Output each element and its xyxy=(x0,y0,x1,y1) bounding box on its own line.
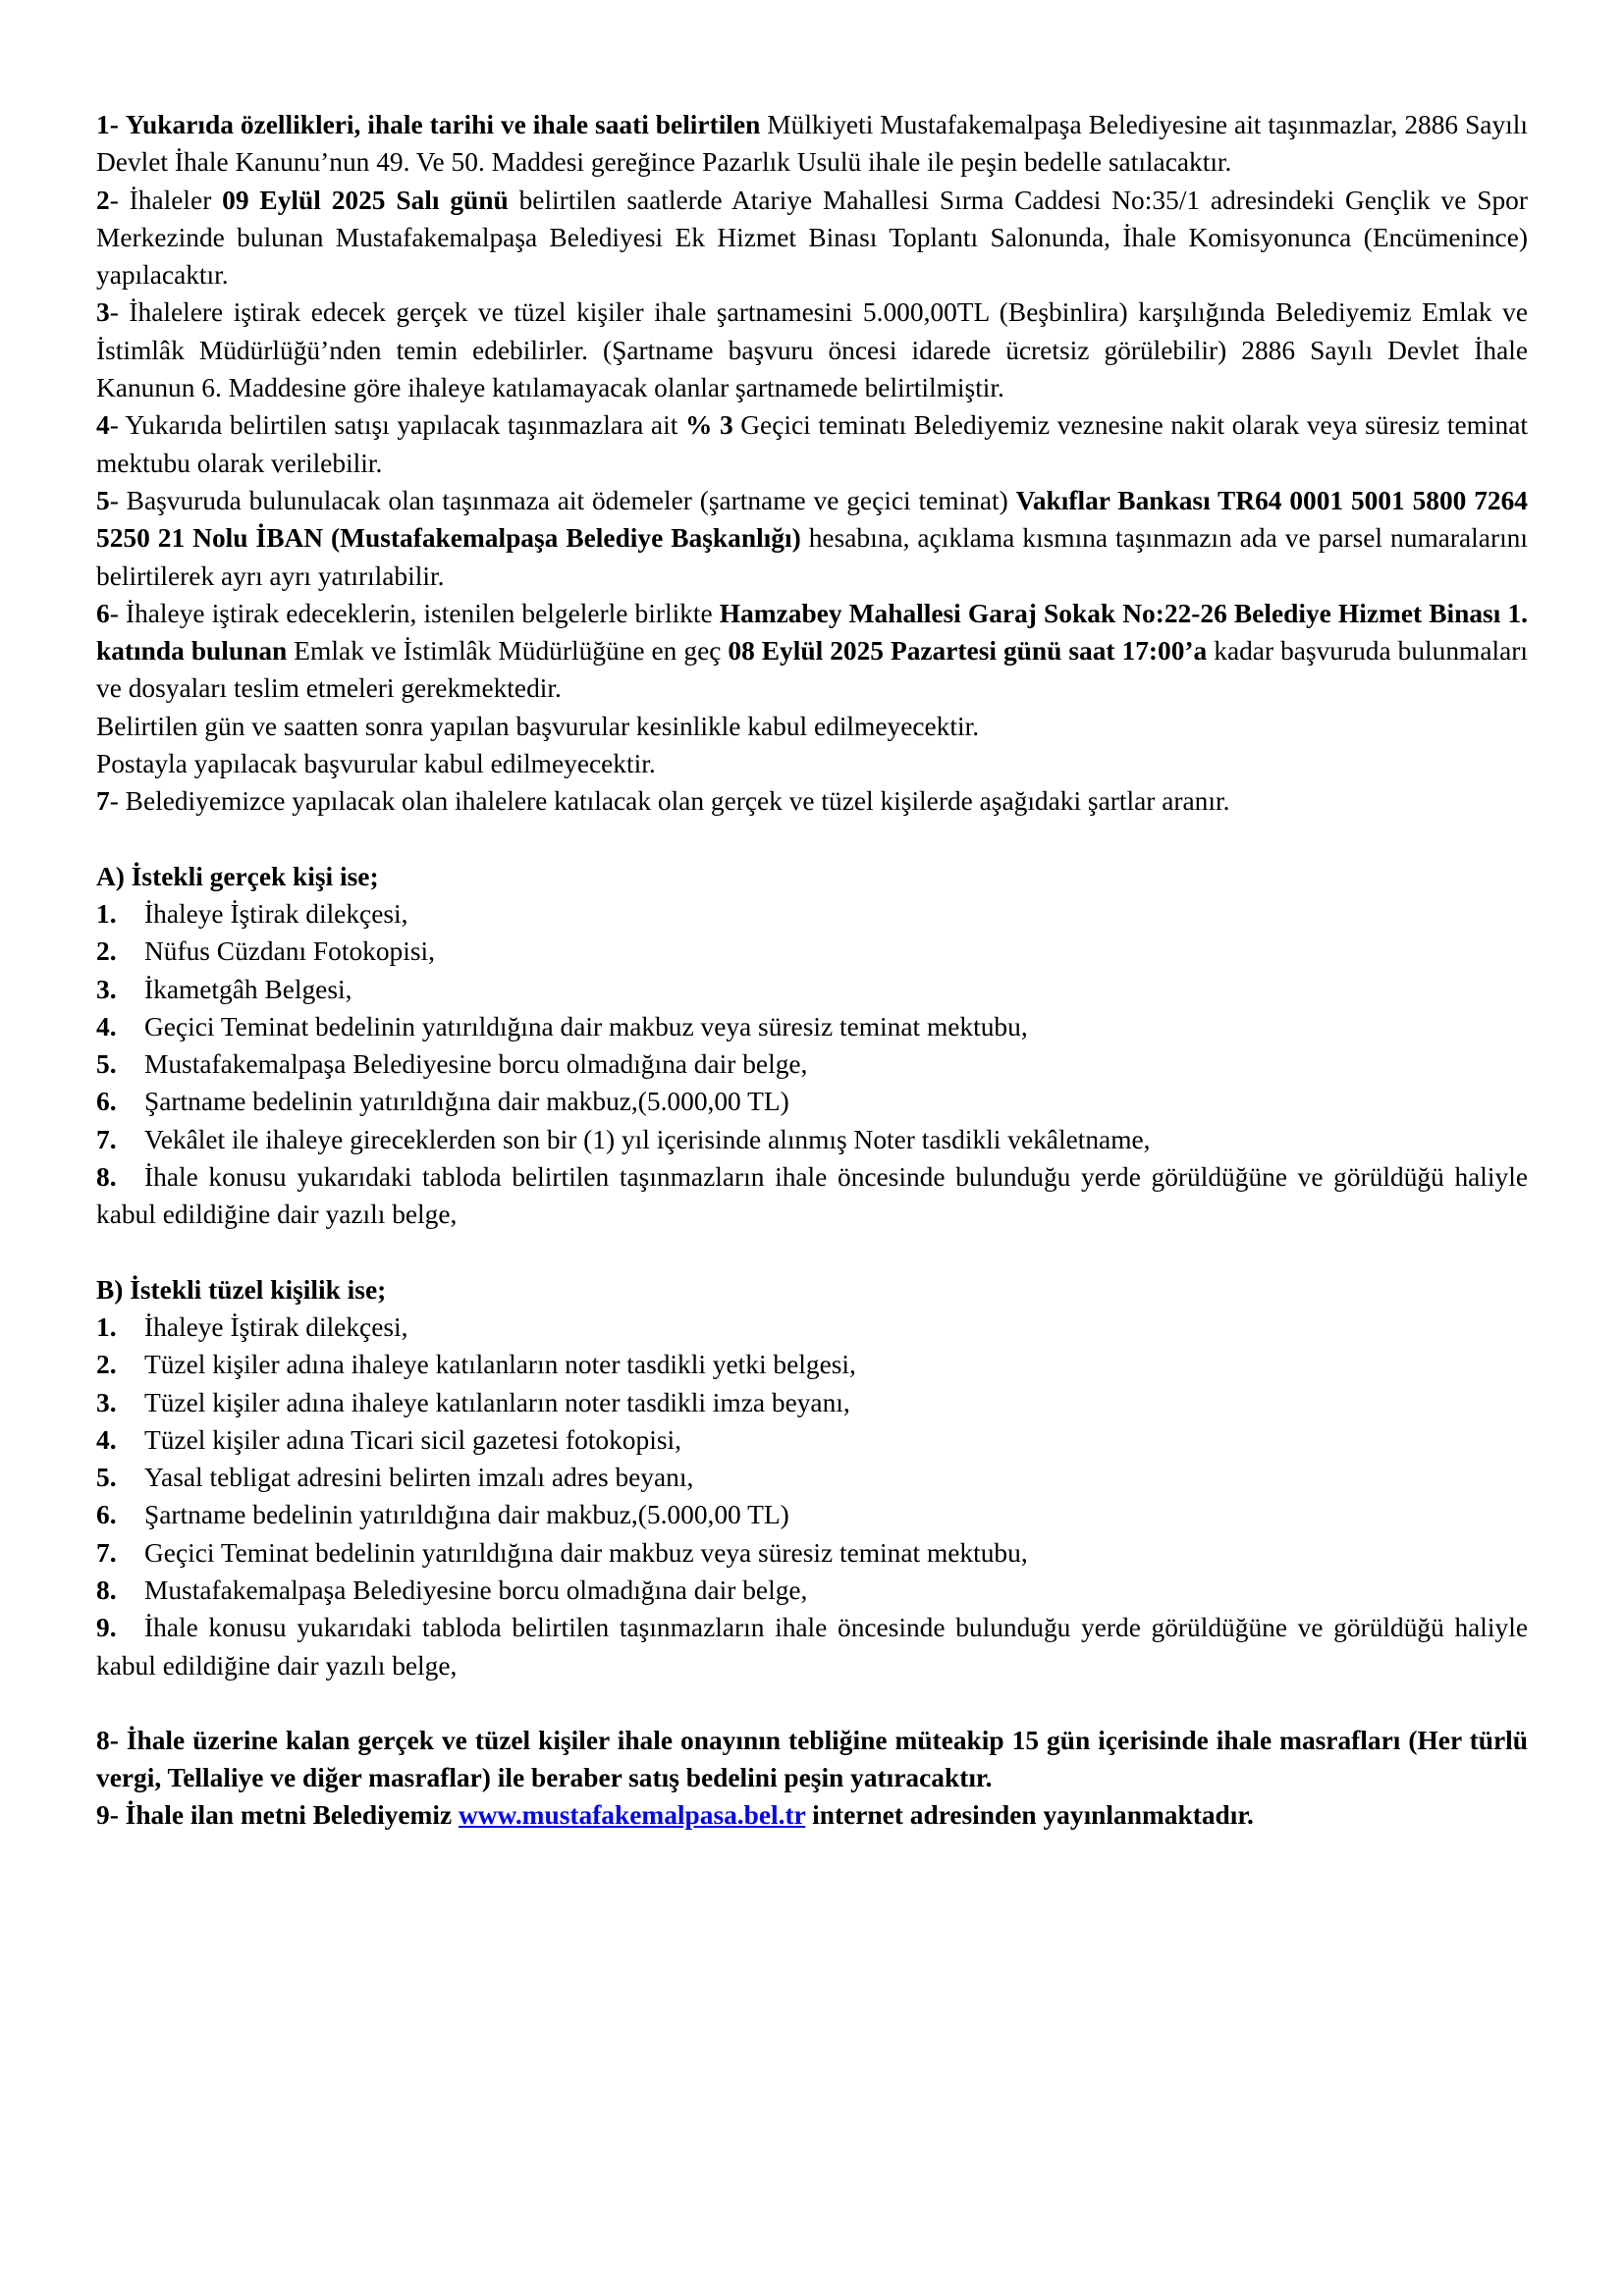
list-item xyxy=(96,1045,1528,1083)
list-item-number: 8. xyxy=(96,1575,117,1605)
paragraph-6-text: kadar başvuruda bulunmaları ve dosyaları teslim etmeleri gerekmektedir. xyxy=(96,636,1528,704)
paragraph-4-pre: - Yukarıda belirtilen satışı yapılacak taşınmazlara ait xyxy=(109,410,685,441)
list-item-text: Tüzel kişiler adına ihaleye katılanların noter tasdikli imza beyanı, xyxy=(144,1387,850,1417)
list-item xyxy=(96,1459,1528,1496)
list-item-text: Geçici Teminat bedelinin yatırıldığına dair makbuz veya süresiz teminat mektubu, xyxy=(144,1537,1028,1568)
note-post: Postayla yapılacak başvurular kabul edilmeyecektir. xyxy=(96,749,656,779)
paragraph-7-number: 7 xyxy=(96,786,110,817)
list-item-text: İhaleye İştirak dilekçesi, xyxy=(144,898,408,929)
paragraph-5-pre: - Başvuruda bulunulacak olan taşınmaza ait ödemeler (şartname ve geçici teminat) xyxy=(109,485,1016,515)
paragraph-5-number: 5 xyxy=(96,485,110,515)
list-item-number: 7. xyxy=(96,1124,117,1154)
list-item-number: 4. xyxy=(96,1424,117,1455)
list-item xyxy=(96,1609,1528,1684)
paragraph-5-text: hesabına, açıklama kısmına taşınmazın ada ve parsel numaralarını belirtilerek ayrı ayrı yatırılabilir. xyxy=(96,523,1528,591)
list-item xyxy=(96,1384,1528,1421)
paragraph-9-pre: 9- İhale ilan metni Belediyemiz xyxy=(96,1800,459,1831)
paragraph-5-iban: Vakıflar Bankası TR64 0001 5001 5800 7264 5250 21 Nolu İBAN (Mustafakemalpaşa Belediye Başkanlığı) xyxy=(96,485,1528,554)
paragraph-2-pre: - İhaleler xyxy=(109,185,223,215)
list-item xyxy=(96,1534,1528,1572)
list-item-text: Tüzel kişiler adına ihaleye katılanların noter tasdikli yetki belgesi, xyxy=(144,1350,856,1380)
list-item-text: Mustafakemalpaşa Belediyesine borcu olmadığına dair belge, xyxy=(144,1049,808,1080)
list-item-number: 3. xyxy=(96,1387,117,1417)
paragraph-8 xyxy=(96,1722,1528,1797)
list-item-number: 6. xyxy=(96,1087,117,1117)
list-item-number: 9. xyxy=(96,1613,117,1643)
list-item-number: 8. xyxy=(96,1162,117,1193)
list-item-text: Nüfus Cüzdanı Fotokopisi, xyxy=(144,936,435,967)
list-item-text: Mustafakemalpaşa Belediyesine borcu olmadığına dair belge, xyxy=(144,1575,808,1605)
paragraph-6-address: Hamzabey Mahallesi Garaj Sokak No:22-26 Belediye Hizmet Binası 1. katında bulunan xyxy=(96,598,1528,667)
list-item-text: Tüzel kişiler adına Ticari sicil gazetesi fotokopisi, xyxy=(144,1424,681,1455)
paragraph-6-deadline: 08 Eylül 2025 Pazartesi günü saat 17:00’a xyxy=(728,636,1208,667)
paragraph-1-number: 1- xyxy=(96,110,119,139)
paragraph-5 xyxy=(96,482,1528,595)
paragraph-4-number: 4 xyxy=(96,410,110,441)
section-a-list xyxy=(96,895,1528,1234)
list-item-number: 4. xyxy=(96,1011,117,1041)
paragraph-6-pre: - İhaleye iştirak edeceklerin, istenilen belgelerle birlikte xyxy=(109,598,720,628)
list-item-text: İhale konusu yukarıdaki tabloda belirtilen taşınmazların ihale öncesinde bulunduğu yerde görüldüğüne ve görüldüğü haliyle kabul edildiğine dair yazılı belge, xyxy=(96,1162,1528,1230)
list-item-number: 7. xyxy=(96,1537,117,1568)
list-item xyxy=(96,1572,1528,1609)
paragraph-4 xyxy=(96,406,1528,482)
list-item-text: Şartname bedelinin yatırıldığına dair makbuz,(5.000,00 TL) xyxy=(144,1500,789,1530)
paragraph-4-text: Geçici teminatı Belediyemiz veznesine nakit olarak veya süresiz teminat mektubu olarak verilebilir. xyxy=(96,410,1529,478)
paragraph-9 xyxy=(96,1796,1528,1834)
paragraph-6-mid: Emlak ve İstimlâk Müdürlüğüne en geç xyxy=(287,636,729,667)
list-item-text: İhaleye İştirak dilekçesi, xyxy=(144,1311,408,1342)
list-item-number: 6. xyxy=(96,1500,117,1530)
paragraph-2-date: 09 Eylül 2025 Salı günü xyxy=(222,185,509,215)
paragraph-2-text: belirtilen saatlerde Atariye Mahallesi Sırma Caddesi No:35/1 adresindeki Gençlik ve Spor Merkezinde bulunan Mustafakemalpaşa Belediyesi Ek Hizmet Binası Toplantı Salonunda, İhale Komisyonunca (Encümenince) yapılacaktır. xyxy=(96,185,1528,291)
paragraph-1-text: Mülkiyeti Mustafakemalpaşa Belediyesine ait taşınmazlar, 2886 Sayılı Devlet İhale Kanunu’nun 49. Ve 50. Maddesi gereğince Pazarlık Usulü ihale ile peşin bedelle satılacaktır. xyxy=(96,110,1528,178)
list-item-number: 1. xyxy=(96,898,117,929)
list-item-text: İkametgâh Belgesi, xyxy=(144,974,352,1004)
paragraph-2-number: 2 xyxy=(96,185,110,215)
website-link[interactable]: www.mustafakemalpasa.bel.tr xyxy=(458,1800,806,1831)
list-item xyxy=(96,1421,1528,1459)
spacer xyxy=(96,821,1528,858)
list-item xyxy=(96,933,1528,970)
paragraph-2 xyxy=(96,182,1528,294)
paragraph-8-text: 8- İhale üzerine kalan gerçek ve tüzel kişiler ihale onayının tebliğine müteakip 15 gün içerisinde ihale masrafları (Her türlü vergi, Tellaliye ve diğer masraflar) ile beraber satış bedelini peşin yatıracaktır. xyxy=(96,1725,1528,1793)
paragraph-7 xyxy=(96,782,1528,820)
paragraph-4-percent: % 3 xyxy=(684,410,733,441)
list-item-text: Şartname bedelinin yatırıldığına dair makbuz,(5.000,00 TL) xyxy=(144,1087,789,1117)
list-item-number: 2. xyxy=(96,1350,117,1380)
list-item xyxy=(96,1158,1528,1234)
paragraph-1 xyxy=(96,106,1528,182)
list-item-text: İhale konusu yukarıdaki tabloda belirtilen taşınmazların ihale öncesinde bulunduğu yerde görüldüğüne ve görüldüğü haliyle kabul edildiğine dair yazılı belge, xyxy=(96,1613,1528,1681)
spacer xyxy=(96,1684,1528,1722)
paragraph-1-bold: Yukarıda özellikleri, ihale tarihi ve ihale saati belirtilen xyxy=(125,110,761,139)
list-item-number: 5. xyxy=(96,1049,117,1080)
list-item xyxy=(96,1308,1528,1346)
spacer xyxy=(96,1234,1528,1271)
list-item-number: 5. xyxy=(96,1463,117,1493)
paragraph-3 xyxy=(96,294,1528,406)
list-item xyxy=(96,1083,1528,1120)
list-item-text: Geçici Teminat bedelinin yatırıldığına dair makbuz veya süresiz teminat mektubu, xyxy=(144,1011,1028,1041)
section-b-list xyxy=(96,1308,1528,1684)
note-deadline: Belirtilen gün ve saatten sonra yapılan başvurular kesinlikle kabul edilmeyecektir. xyxy=(96,711,980,741)
list-item xyxy=(96,895,1528,933)
list-item xyxy=(96,1121,1528,1158)
list-item-number: 1. xyxy=(96,1311,117,1342)
list-item-number: 2. xyxy=(96,936,117,967)
section-b-title: B) İstekli tüzel kişilik ise; xyxy=(96,1274,387,1305)
list-item-text: Vekâlet ile ihaleye gireceklerden son bir (1) yıl içerisinde alınmış Noter tasdikli vekâletname, xyxy=(144,1124,1151,1154)
paragraph-6 xyxy=(96,595,1528,708)
paragraph-9-post: internet adresinden yayınlanmaktadır. xyxy=(805,1800,1254,1831)
paragraph-3-number: 3 xyxy=(96,297,110,328)
list-item-text: Yasal tebligat adresini belirten imzalı adres beyanı, xyxy=(144,1463,694,1493)
section-a-title: A) İstekli gerçek kişi ise; xyxy=(96,861,379,891)
paragraph-7-text: - Belediyemizce yapılacak olan ihalelere katılacak olan gerçek ve tüzel kişilerde aşağıdaki şartlar aranır. xyxy=(109,786,1230,817)
list-item xyxy=(96,971,1528,1008)
list-item xyxy=(96,1496,1528,1533)
list-item-number: 3. xyxy=(96,974,117,1004)
list-item xyxy=(96,1008,1528,1045)
list-item xyxy=(96,1346,1528,1383)
paragraph-3-text: - İhalelere iştirak edecek gerçek ve tüzel kişiler ihale şartnamesini 5.000,00TL (Beşbinlira) karşılığında Belediyemiz Emlak ve İstimlâk Müdürlüğü’nden temin edebilirler. (Şartname başvuru öncesi idarede ücretsiz görülebilir) 2886 Sayılı Devlet İhale Kanunun 6. Maddesine göre ihaleye katılamayacak olanlar şartnamede belirtilmiştir. xyxy=(96,297,1528,403)
paragraph-6-number: 6 xyxy=(96,598,110,628)
